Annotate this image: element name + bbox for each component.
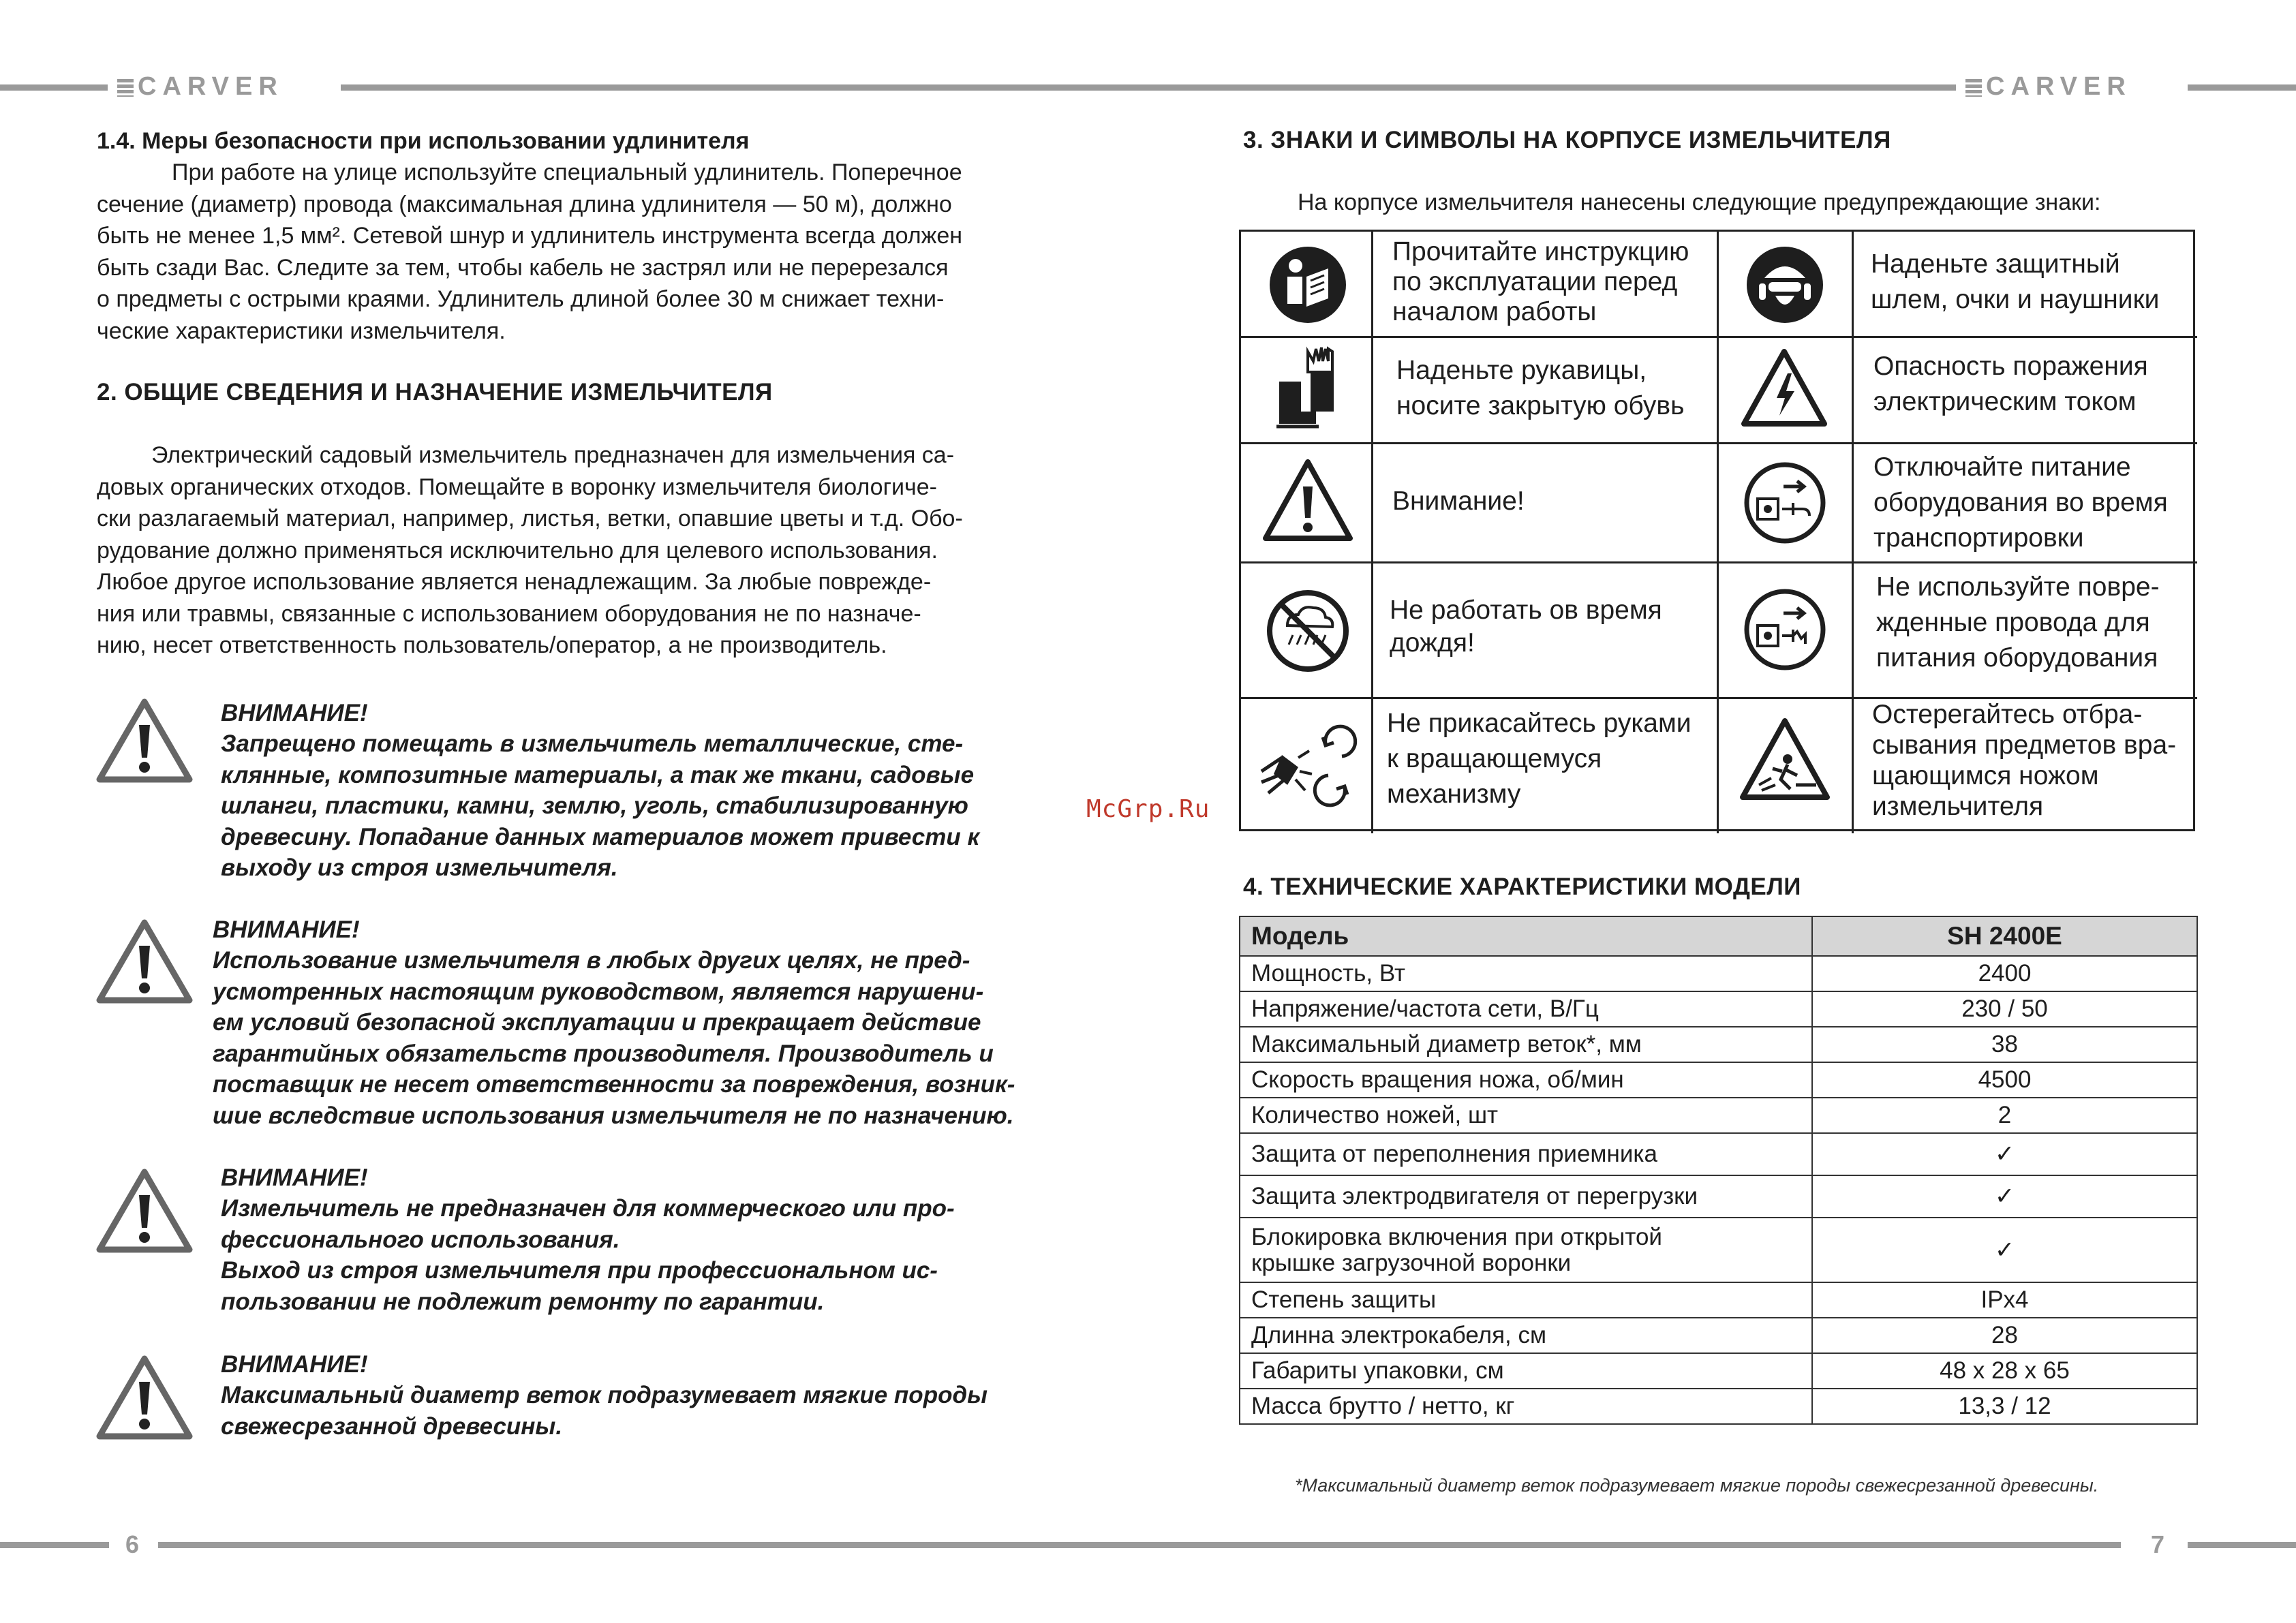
warning-title: ВНИМАНИЕ! (221, 1351, 368, 1378)
table-row (1240, 1027, 2197, 1062)
symbol-line: к вращающемуся (1387, 744, 1602, 773)
spec-label: Скорость вращения ножа, об/мин (1240, 1062, 1812, 1098)
symbol-line: Прочитайте инструкцию (1392, 237, 1689, 266)
symbol-line: Наденьте рукавицы, (1396, 356, 1647, 385)
table-row (1240, 1175, 2197, 1218)
symbol-line: сывания предметов вра- (1872, 730, 2177, 760)
text-line: ния или травмы, связанные с использованием оборудования не по назначе- (97, 600, 921, 627)
header-rule-middle (341, 84, 1956, 91)
symbol-line: Не прикасайтесь руками (1387, 709, 1692, 738)
section-3-intro: На корпусе измельчителя нанесены следующие предупреждающие знаки: (1298, 189, 2101, 215)
symbol-text (1392, 237, 1689, 327)
watermark-link[interactable]: McGrp.Ru (1086, 795, 1210, 823)
text-line: быть не менее 1,5 мм². Сетевой шнур и удлинитель инструмента всегда должен (97, 223, 963, 249)
symbol-line: по эксплуатации перед (1392, 267, 1678, 296)
symbols-table (1239, 230, 2195, 831)
text-line: Электрический садовый измельчитель предназначен для измельчения са- (151, 442, 955, 468)
brand-name: CARVER (138, 72, 284, 101)
gloves-boots-icon (1270, 346, 1345, 433)
spec-value: 38 (1812, 1027, 2197, 1062)
helmet-goggles-earmuffs-icon (1745, 245, 1824, 324)
symbol-text (1876, 570, 2160, 676)
spec-label: Защита от переполнения приемника (1240, 1133, 1812, 1175)
warning-line: выходу из строя измельчителя. (221, 854, 618, 881)
table-row (1240, 991, 2197, 1027)
section-1-4-title: 1.4. Меры безопасности при использовании удлинителя (97, 128, 750, 154)
warning-triangle-icon (95, 696, 194, 785)
spec-value: 230 / 50 (1812, 991, 2197, 1027)
table-row (1240, 1098, 2197, 1133)
warning-line: гарантийных обязательств производителя. Производитель и (213, 1040, 994, 1067)
warning-line: Запрещено помещать в измельчитель металлические, сте- (221, 730, 964, 757)
table-divider (1241, 442, 2197, 444)
symbol-line: транспортировки (1873, 523, 2084, 553)
footer-rule-middle (158, 1542, 2121, 1548)
warning-title: ВНИМАНИЕ! (213, 916, 360, 943)
symbol-text (1873, 349, 2148, 420)
warning-line: усмотренных настоящим руководством, является нарушени- (213, 978, 984, 1005)
table-row (1240, 1353, 2197, 1389)
symbol-line: дождя! (1390, 628, 1475, 658)
symbol-text (1390, 594, 1662, 660)
warning-line: поставщик не несет ответственности за повреждения, возник- (213, 1071, 1015, 1098)
warning-triangle-icon (95, 917, 194, 1006)
spec-footnote: *Максимальный диаметр веток подразумевает мягкие породы свежесрезанной древесины. (1295, 1475, 2099, 1496)
text-line: Любое другое использование является ненадлежащим. За любые поврежде- (97, 569, 932, 595)
warning-line: шие вследствие использования измельчителя не по назначению. (213, 1102, 1014, 1129)
symbol-line: Не используйте повре- (1876, 572, 2160, 602)
warning-icon (1261, 458, 1354, 544)
warning-line: Использование измельчителя в любых других целях, не пред- (213, 947, 970, 974)
section-1-4-body (97, 157, 1051, 347)
header-rule-right (2188, 84, 2296, 91)
symbol-line: Остерегайтесь отбра- (1872, 700, 2143, 729)
table-divider (1241, 336, 2197, 338)
spec-header-row (1240, 916, 2197, 956)
warning-line: пользовании не подлежит ремонту по гарантии. (221, 1288, 825, 1315)
warning-line: клянные, композитные материалы, а так же ткани, садовые (221, 761, 975, 788)
symbol-line: Внимание! (1392, 486, 1525, 516)
spec-label: Напряжение/частота сети, В/Гц (1240, 991, 1812, 1027)
section-2-body (97, 439, 1051, 662)
warning-line: древесину. Попадание данных материалов может привести к (221, 823, 980, 850)
spec-table (1239, 916, 2198, 1425)
text-line: о предметы с острыми краями. Удлинитель длиной более 30 м снижает техни- (97, 286, 945, 312)
spec-label: Степень защиты (1240, 1282, 1812, 1318)
symbol-line: оборудования во время (1873, 488, 2168, 517)
warning-title: ВНИМАНИЕ! (221, 1164, 368, 1191)
warning-line: Выход из строя измельчителя при профессиональном ис- (221, 1257, 938, 1284)
spec-label: Габариты упаковки, см (1240, 1353, 1812, 1389)
warning-block-1 (221, 698, 1051, 884)
text-line: нию, несет ответственность пользователь/оператор, а не производитель. (97, 632, 887, 658)
symbol-text (1396, 353, 1684, 424)
spec-header-value: SH 2400E (1812, 916, 2197, 956)
symbol-text (1871, 247, 2159, 318)
text-line: ческие характеристики измельчителя. (97, 318, 506, 344)
table-divider (1241, 561, 2197, 563)
warning-line: Максимальный диаметр веток подразумевает мягкие породы (221, 1382, 988, 1408)
spec-value: 48 х 28 х 65 (1812, 1353, 2197, 1389)
table-row (1240, 1133, 2197, 1175)
unplug-icon (1743, 461, 1827, 545)
symbol-line: носите закрытую обувь (1396, 391, 1685, 420)
warning-line: ем условий безопасной эксплуатации и прекращает действие (213, 1009, 981, 1036)
spec-label: Максимальный диаметр веток*, мм (1240, 1027, 1812, 1062)
symbol-line: шлем, очки и наушники (1871, 285, 2160, 314)
spec-label: Количество ножей, шт (1240, 1098, 1812, 1133)
text-line: довых органических отходов. Помещайте в воронку измельчителя биологиче- (97, 474, 937, 500)
text-line: сечение (диаметр) провода (максимальная длина удлинителя — 50 м), должно (97, 191, 952, 217)
table-row (1240, 1318, 2197, 1353)
checkmark-icon: ✓ (1812, 1175, 2197, 1218)
checkmark-icon: ✓ (1812, 1133, 2197, 1175)
symbol-line: жденные провода для (1876, 608, 2150, 637)
spec-value: 28 (1812, 1318, 2197, 1353)
spec-value: 2400 (1812, 956, 2197, 991)
table-row (1240, 1062, 2197, 1098)
electric-shock-icon (1740, 347, 1828, 429)
symbol-line: питания оборудования (1876, 643, 2158, 673)
warning-block-2 (213, 914, 1051, 1131)
spec-label: Защита электродвигателя от перегрузки (1240, 1175, 1812, 1218)
section-4-title: 4. ТЕХНИЧЕСКИЕ ХАРАКТЕРИСТИКИ МОДЕЛИ (1243, 874, 1801, 900)
text-line: быть сзади Вас. Следите за тем, чтобы кабель не застрял или не перерезался (97, 254, 949, 281)
rotating-blades-icon (1255, 717, 1364, 812)
warning-triangle-icon (95, 1353, 194, 1442)
table-divider (1852, 232, 1854, 833)
spec-value: 13,3 / 12 (1812, 1389, 2197, 1424)
symbol-text (1392, 484, 1525, 519)
symbol-line: Отключайте питание (1873, 452, 2131, 482)
section-2-title: 2. ОБЩИЕ СВЕДЕНИЯ И НАЗНАЧЕНИЕ ИЗМЕЛЬЧИТЕЛЯ (97, 379, 773, 405)
warning-line: фессионального использования. (221, 1226, 620, 1253)
thrown-objects-icon (1739, 717, 1831, 803)
text-line: рудование должно применяться исключительно для целевого использования. (97, 537, 938, 563)
table-row (1240, 1282, 2197, 1318)
symbol-text (1872, 699, 2176, 822)
spec-label: Масса брутто / нетто, кг (1240, 1389, 1812, 1424)
footer-rule-left (0, 1542, 109, 1548)
spec-label: Блокировка включения при открытой крышке загрузочной воронки (1240, 1218, 1812, 1282)
text-line: При работе на улице используйте специальный удлинитель. Поперечное (172, 159, 962, 185)
symbol-text (1873, 450, 2168, 556)
page-number-left: 6 (125, 1530, 140, 1558)
no-rain-icon (1266, 589, 1350, 673)
symbol-line: началом работы (1392, 297, 1597, 326)
warning-block-4 (221, 1349, 1051, 1442)
symbol-text (1387, 706, 1692, 812)
table-divider (1717, 232, 1719, 833)
footer-rule-right (2188, 1542, 2296, 1548)
symbol-line: Не работать ов время (1390, 596, 1662, 625)
warning-line: шланги, пластики, камни, землю, уголь, стабилизированную (221, 792, 968, 819)
carver-logo-right (1965, 73, 2132, 100)
table-row (1240, 1218, 2197, 1282)
spec-header-label: Модель (1240, 916, 1812, 956)
page-number-right: 7 (2151, 1530, 2165, 1558)
spec-value: IPx4 (1812, 1282, 2197, 1318)
section-3-title: 3. ЗНАКИ И СИМВОЛЫ НА КОРПУСЕ ИЗМЕЛЬЧИТЕЛЯ (1243, 127, 1891, 153)
warning-title: ВНИМАНИЕ! (221, 700, 368, 726)
symbol-line: Наденьте защитный (1871, 249, 2120, 279)
spec-value: 4500 (1812, 1062, 2197, 1098)
checkmark-icon: ✓ (1812, 1218, 2197, 1282)
warning-line: Измельчитель не предназначен для коммерческого или про- (221, 1195, 955, 1222)
symbol-line: измельчителя (1872, 792, 2044, 821)
symbol-line: механизму (1387, 779, 1521, 809)
table-row (1240, 956, 2197, 991)
symbol-line: электрическим током (1873, 387, 2137, 416)
symbol-line: щающимся ножом (1872, 761, 2099, 790)
warning-triangle-icon (95, 1166, 194, 1255)
spec-value: 2 (1812, 1098, 2197, 1133)
symbol-line: Опасность поражения (1873, 352, 2148, 381)
header-rule-left-a (0, 84, 108, 91)
brand-name: CARVER (1986, 72, 2132, 101)
spec-label: Мощность, Вт (1240, 956, 1812, 991)
damaged-cable-icon (1743, 587, 1827, 672)
text-line: ски разлагаемый материал, например, листья, ветки, опавшие цветы и т.д. Обо- (97, 506, 963, 531)
carver-logo-left (117, 73, 284, 100)
spec-label: Длинна электрокабеля, см (1240, 1318, 1812, 1353)
warning-block-3 (221, 1162, 1051, 1317)
read-manual-icon (1268, 245, 1347, 324)
table-row (1240, 1389, 2197, 1424)
warning-line: свежесрезанной древесины. (221, 1412, 563, 1440)
table-divider (1371, 232, 1373, 833)
